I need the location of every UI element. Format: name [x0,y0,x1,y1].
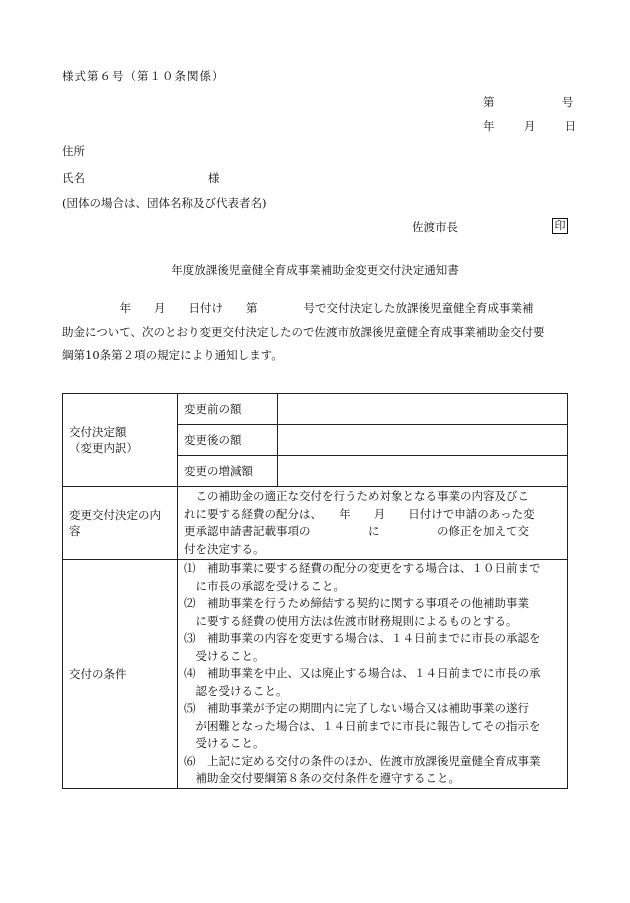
issue-date [483,118,576,134]
condition-line: 受けること。 [184,736,265,750]
condition-line: ⑷ 補助事業を中止、又は廃止する場合は、１４日前までに市長の承 [184,666,541,680]
body-text [62,297,568,368]
condition-line: ⑸ 補助事業が予定の期間内に完了しない場合又は補助事業の遂行 [184,701,529,715]
body-line: 助金について、次のとおり変更交付決定したので佐渡市放課後児童健全育成事業補助金交付要 [62,324,545,339]
content-line: この補助金の適正な交付を行うため対象となる事業の内容及びこ [184,489,529,503]
honorific: 様 [208,171,220,185]
conditions-list [178,560,568,789]
condition-line: 補助金交付要綱第８条の交付条件を遵守すること。 [184,771,460,785]
doc-no-suffix: 号 [561,95,574,109]
address-label: 住所 [62,144,85,158]
before-amount-value [278,394,568,425]
condition-line: ⑶ 補助事業の内容を変更する場合は、１４日前までに市長の承認を [184,631,541,645]
decision-table [62,393,568,789]
condition-line: 認を受けること。 [184,683,288,698]
mayor-name: 佐渡市長 [412,220,458,234]
condition-line: ⑵ 補助事業を行うため締結する契約に関する事項その他補助事業 [184,596,529,610]
doc-no-prefix: 第 [483,95,495,109]
amount-sublabel: （変更内訳） [69,441,138,455]
diff-amount-value [278,456,568,487]
date-year: 年 [483,119,495,133]
seal-mark: 印 [552,218,568,234]
content-label: 変更交付決定の内容 [63,487,178,560]
body-line: 綱第10条第２項の規定により通知します。 [62,348,283,362]
condition-line: ⑴ 補助事業に要する経費の配分の変更をする場合は、１０日前まで [184,561,541,575]
condition-line: が困難となった場合は、１４日前までに市長に報告してその指示を [184,718,541,733]
content-line: 更承認申請書記載事項の に の修正を加えて交 [184,524,529,538]
document-number [483,94,573,110]
condition-line: 受けること。 [184,648,265,663]
org-note: (団体の場合は、団体名称及び代表者名) [62,196,267,210]
condition-line: ⑹ 上記に定める交付の条件のほか、佐渡市放課後児童健全育成事業 [184,753,541,768]
date-day: 日 [564,119,577,133]
condition-line: に市長の承認を受けること。 [184,578,345,593]
condition-line: に要する経費の使用方法は佐渡市財務規則によるものとする。 [184,613,518,628]
form-number: 様式第６号（第１０条関係） [62,69,225,83]
diff-amount-label: 変更の増減額 [178,456,278,487]
amount-label-cell [63,394,178,487]
after-amount-label: 変更後の額 [178,425,278,456]
content-line: れに要する経費の配分は、 年 月 日付けで申請のあった変 [184,506,535,521]
date-month: 月 [523,119,536,133]
document-title: 年度放課後児童健全育成事業補助金変更交付決定通知書 [171,263,459,277]
after-amount-value [278,425,568,456]
content-line: 付を決定する。 [184,541,265,556]
before-amount-label: 変更前の額 [178,394,278,425]
name-label: 氏名 [62,171,85,185]
body-line: 年 月 日付け 第 号で交付決定した放課後児童健全育成事業補 [62,301,534,315]
conditions-label: 交付の条件 [63,560,178,789]
amount-label: 交付決定額 [69,424,127,439]
content-text [178,487,568,560]
